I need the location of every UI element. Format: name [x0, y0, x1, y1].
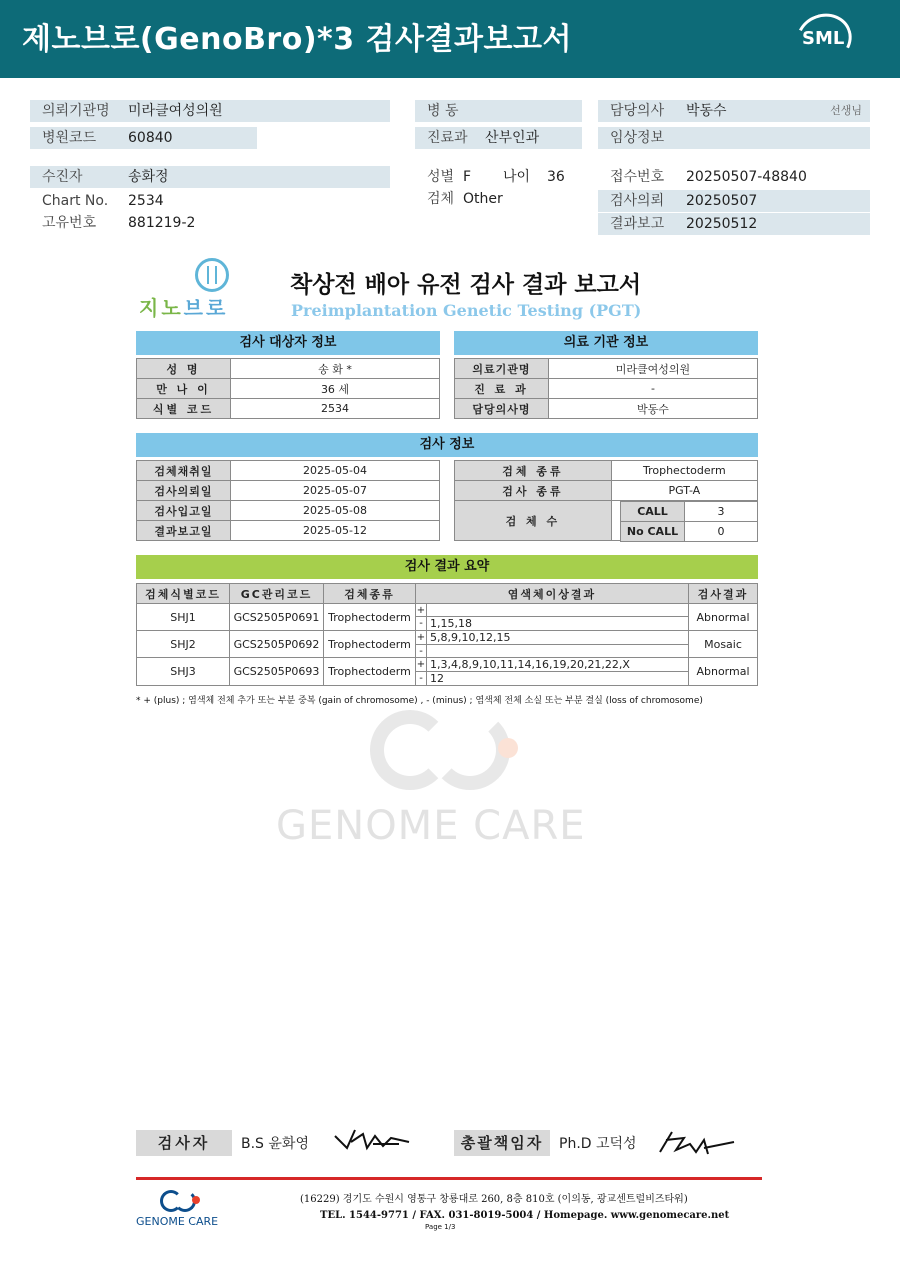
- section-result-summary: 검사 결과 요약: [136, 555, 758, 579]
- no-call-value: 0: [685, 522, 758, 542]
- table-value: 2025-05-08: [231, 501, 440, 521]
- footer-contact: TEL. 1544-9771 / FAX. 031-8019-5004 / Homepage. www.genomecare.net: [320, 1210, 730, 1221]
- report-header-bar: [0, 0, 900, 78]
- table-key: 식별 코드: [137, 399, 231, 419]
- field-doctor: [598, 100, 870, 122]
- specimen-type: Trophectoderm: [324, 658, 416, 686]
- table-value: Trophectoderm: [611, 461, 757, 481]
- field-value: 박동수: [686, 103, 727, 119]
- call-key: CALL: [621, 502, 685, 522]
- field-department: [415, 127, 582, 149]
- director-name: Ph.D 고덕성: [559, 1136, 637, 1152]
- table-value: 36 세: [231, 379, 440, 399]
- field-label: 수진자: [42, 169, 83, 185]
- column-header: 검체종류: [324, 584, 416, 604]
- field-hospital-code: [30, 127, 257, 149]
- page-number: Page 1/3: [425, 1223, 456, 1231]
- table-key: 성 명: [137, 359, 231, 379]
- chromosome-loss: 12: [427, 672, 689, 686]
- table-row: [455, 481, 758, 501]
- field-label: 담당의사: [610, 103, 665, 119]
- column-header: 검사결과: [689, 584, 758, 604]
- field-label: 고유번호: [42, 215, 97, 231]
- field-unique-no: [30, 212, 390, 234]
- table-key: 진 료 과: [455, 379, 549, 399]
- table-row: [137, 658, 758, 672]
- field-label: 검사의뢰: [610, 193, 665, 209]
- field-clinical-info: [598, 127, 870, 149]
- field-value-age: 36: [547, 169, 565, 185]
- field-institution: [30, 100, 390, 122]
- test-result: Abnormal: [689, 658, 758, 686]
- field-label: 접수번호: [610, 169, 665, 185]
- genome-care-watermark: [270, 700, 630, 860]
- field-label: 성별: [427, 169, 455, 185]
- table-key: 검사 종류: [455, 481, 612, 501]
- report-header-title: 제노브로(GenoBro)*3 검사결과보고서: [22, 22, 572, 57]
- table-key: 검체채취일: [137, 461, 231, 481]
- table-row: [137, 399, 440, 419]
- column-header: 염색체이상결과: [416, 584, 689, 604]
- genome-care-logo: [136, 1188, 228, 1232]
- director-signature-icon: [656, 1124, 736, 1158]
- chromosome-gain: 5,8,9,10,12,15: [427, 631, 689, 645]
- table-value: 2025-05-12: [231, 521, 440, 541]
- table-value: 2534: [231, 399, 440, 419]
- table-value: 2025-05-04: [231, 461, 440, 481]
- field-value: 881219-2: [128, 215, 196, 231]
- dna-icon: [207, 266, 217, 284]
- test-result: Abnormal: [689, 604, 758, 631]
- specimen-type: Trophectoderm: [324, 604, 416, 631]
- field-label: 임상정보: [610, 130, 665, 146]
- table-value: 2025-05-07: [231, 481, 440, 501]
- table-row: [137, 379, 440, 399]
- table-value: -: [549, 379, 758, 399]
- test-result: Mosaic: [689, 631, 758, 658]
- table-row: [455, 359, 758, 379]
- watermark-dot-icon: [498, 738, 518, 758]
- report-title: 착상전 배아 유전 검사 결과 보고서: [290, 272, 642, 298]
- call-value: 3: [685, 502, 758, 522]
- field-label: 병원코드: [42, 130, 97, 146]
- field-label: 의뢰기관명: [42, 103, 110, 119]
- field-ward: [415, 100, 582, 122]
- watermark-text: GENOME CARE: [276, 803, 586, 849]
- field-value: 2534: [128, 193, 164, 209]
- field-request-date: [598, 190, 870, 212]
- table-key: 결과보고일: [137, 521, 231, 541]
- column-header: GC관리코드: [230, 584, 324, 604]
- table-value: 미라클여성의원: [549, 359, 758, 379]
- plus-sign: +: [416, 659, 426, 670]
- table-key: 검 체 수: [455, 501, 612, 541]
- table-row: [137, 359, 440, 379]
- table-row: [137, 501, 440, 521]
- footer-divider: [136, 1177, 762, 1180]
- table-row: [621, 502, 758, 522]
- section-subject-info: 검사 대상자 정보: [136, 331, 440, 355]
- genome-care-logo-text: GENOME CARE: [136, 1215, 219, 1228]
- table-key: 검사의뢰일: [137, 481, 231, 501]
- table-row: [137, 461, 440, 481]
- table-row: [455, 461, 758, 481]
- field-sex-age: [415, 166, 585, 188]
- sml-logo-text: SML: [802, 28, 845, 49]
- field-value: Other: [463, 191, 503, 207]
- chromosome-loss: 1,15,18: [427, 617, 689, 631]
- minus-sign: -: [416, 672, 427, 686]
- table-key: 검체 종류: [455, 461, 612, 481]
- field-value: 20250507-48840: [686, 169, 807, 185]
- genobro-logo-text: [139, 292, 228, 321]
- section-test-info: 검사 정보: [136, 433, 758, 457]
- subject-info-table: [136, 358, 440, 419]
- field-label: Chart No.: [42, 193, 109, 209]
- table-value: 송 화 *: [231, 359, 440, 379]
- table-key: 의료기관명: [455, 359, 549, 379]
- field-suffix: 선생님: [830, 104, 862, 117]
- field-value: 산부인과: [485, 130, 540, 146]
- summary-footnote: * + (plus) ; 염색체 전체 추가 또는 부분 중복 (gain of chromosome) , - (minus) ; 염색체 전체 소실 또는 부분 결실 (loss of chromosome): [136, 696, 703, 706]
- table-row: [137, 631, 758, 645]
- specimen-id: SHJ1: [137, 604, 230, 631]
- field-receipt-no: [598, 166, 870, 188]
- table-key: 검사입고일: [137, 501, 231, 521]
- specimen-id: SHJ3: [137, 658, 230, 686]
- table-value: PGT-A: [611, 481, 757, 501]
- minus-sign: -: [416, 617, 427, 631]
- field-chart-no: [30, 190, 390, 212]
- field-value: 60840: [128, 130, 173, 146]
- genome-care-dot-icon: [192, 1196, 200, 1204]
- table-row: [137, 521, 440, 541]
- column-header: 검체식별코드: [137, 584, 230, 604]
- footer-address: (16229) 경기도 수원시 영통구 창룡대로 260, 8층 810호 (이의동, 광교센트럴비즈타워): [300, 1194, 688, 1205]
- examiner-label: 검사자: [136, 1130, 232, 1156]
- report-subtitle: Preimplantation Genetic Testing (PGT): [291, 301, 642, 320]
- institution-info-table: [454, 358, 758, 419]
- field-label: 검체: [427, 191, 455, 207]
- field-patient-name: [30, 166, 390, 188]
- minus-sign: -: [416, 645, 427, 658]
- table-row: [137, 604, 758, 617]
- examiner-signature-icon: [333, 1124, 413, 1156]
- gc-code: GCS2505P0693: [230, 658, 324, 686]
- table-row: [455, 399, 758, 419]
- footer-address-block: [300, 1192, 729, 1224]
- field-label: 진료과: [427, 130, 468, 146]
- section-institution-info: 의료 기관 정보: [454, 331, 758, 355]
- plus-sign: +: [416, 632, 426, 643]
- field-value: 20250507: [686, 193, 758, 209]
- result-summary-table: [136, 583, 758, 686]
- plus-sign: +: [416, 604, 426, 616]
- field-specimen: [415, 188, 585, 210]
- director-label: 총괄책임자: [454, 1130, 550, 1156]
- field-value: 20250512: [686, 216, 758, 232]
- table-row: [455, 379, 758, 399]
- gc-code: GCS2505P0691: [230, 604, 324, 631]
- examiner-name: B.S 윤화영: [241, 1136, 309, 1152]
- table-key: 담당의사명: [455, 399, 549, 419]
- table-row: [137, 481, 440, 501]
- call-table: [620, 501, 758, 542]
- field-value: 미라클여성의원: [128, 103, 223, 119]
- field-label: 결과보고: [610, 216, 665, 232]
- field-label-age: 나이: [503, 169, 531, 185]
- field-label: 병 동: [427, 103, 459, 119]
- no-call-key: No CALL: [621, 522, 685, 542]
- chromosome-loss: [427, 645, 689, 658]
- field-value: F: [463, 169, 472, 185]
- table-header-row: [137, 584, 758, 604]
- field-report-date: [598, 213, 870, 235]
- logo-text-blue: 브로: [183, 296, 229, 320]
- field-value: 송화정: [128, 169, 169, 185]
- logo-text-green: 지노: [139, 296, 184, 320]
- table-row: [621, 522, 758, 542]
- table-value: 박동수: [549, 399, 758, 419]
- table-key: 만 나 이: [137, 379, 231, 399]
- test-dates-table: [136, 460, 440, 541]
- gc-code: GCS2505P0692: [230, 631, 324, 658]
- chromosome-gain: 1,3,4,8,9,10,11,14,16,19,20,21,22,X: [427, 658, 689, 672]
- specimen-id: SHJ2: [137, 631, 230, 658]
- genobro-logo: [135, 258, 250, 320]
- genobro-magnifier-icon: [195, 258, 229, 292]
- specimen-type: Trophectoderm: [324, 631, 416, 658]
- sml-logo: [796, 14, 852, 64]
- chromosome-gain: [427, 604, 689, 617]
